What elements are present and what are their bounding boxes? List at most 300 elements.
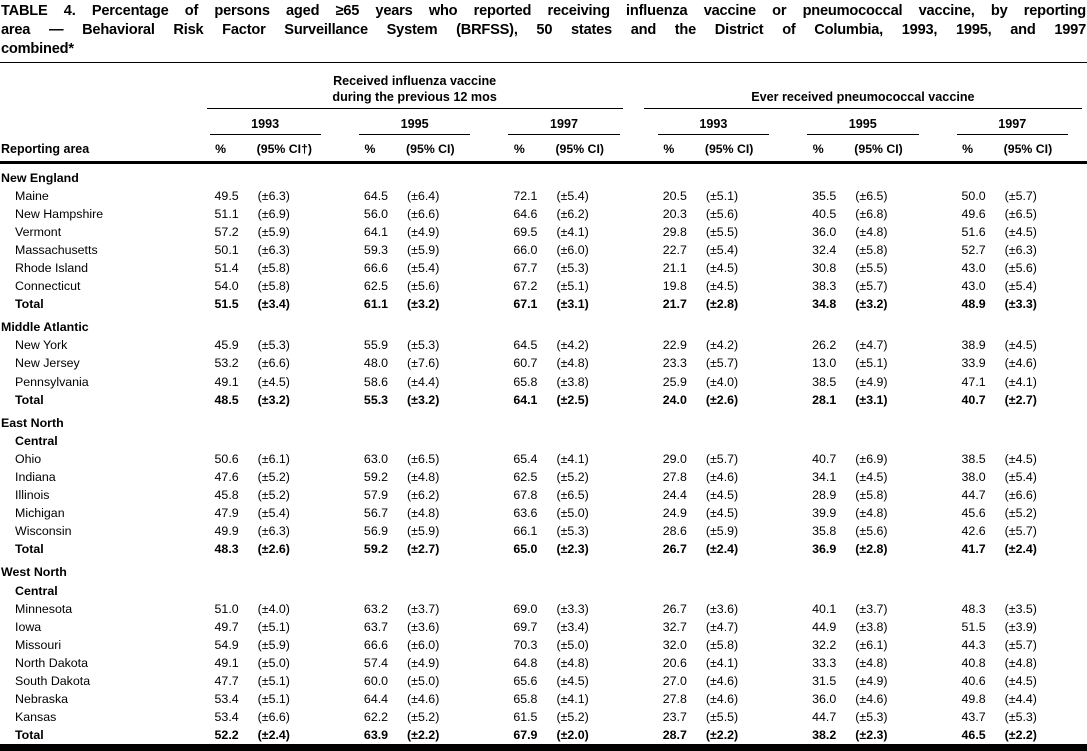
- ci-cell: (±2.6): [705, 392, 739, 407]
- ci-cell: (±6.9): [855, 451, 888, 466]
- percent-cell: 48.3: [214, 542, 239, 557]
- state-data-row: [0, 690, 1087, 708]
- percent-cell: 69.0: [513, 601, 538, 616]
- percent-cell: 23.7: [662, 710, 687, 725]
- percent-cell: 63.6: [513, 506, 538, 521]
- reporting-area-cell: Wisconsin: [15, 524, 72, 539]
- percent-cell: 33.9: [961, 356, 986, 371]
- ci-cell: (±4.6): [705, 470, 739, 484]
- ci-cell: (±4.6): [1004, 356, 1037, 371]
- ci-header: (95% CI): [848, 135, 937, 162]
- percent-cell: 27.8: [662, 470, 687, 484]
- table-header: [0, 63, 1087, 162]
- ci-cell: (±5.9): [407, 524, 440, 539]
- ci-cell: (±2.0): [556, 728, 589, 743]
- percent-cell: 64.8: [513, 655, 538, 670]
- ci-cell: (±4.5): [705, 506, 739, 521]
- ci-cell: (±2.6): [257, 542, 290, 557]
- ci-cell: (±4.8): [407, 470, 440, 484]
- percent-cell: 53.4: [214, 710, 239, 725]
- percent-cell: 32.7: [662, 619, 687, 634]
- ci-cell: (±3.8): [556, 374, 589, 389]
- percent-cell: 48.9: [961, 297, 986, 312]
- ci-cell: (±5.8): [855, 242, 888, 257]
- percent-cell: 44.9: [812, 619, 837, 634]
- percent-cell: 72.1: [513, 188, 538, 203]
- ci-cell: (±5.8): [705, 637, 739, 652]
- ci-cell: (±6.3): [257, 188, 290, 203]
- percent-header: %: [938, 135, 998, 162]
- ci-cell: (±5.1): [257, 692, 290, 707]
- ci-cell: (±2.7): [407, 542, 440, 557]
- percent-cell: 38.9: [961, 338, 986, 353]
- percent-cell: 47.9: [214, 506, 239, 521]
- reporting-area-cell: Massachusetts: [15, 242, 98, 257]
- percent-cell: 40.6: [961, 674, 986, 689]
- percent-cell: 42.6: [961, 524, 986, 539]
- year-header-cell: [788, 109, 937, 135]
- ci-cell: (±6.5): [407, 451, 440, 466]
- percent-cell: 48.0: [363, 356, 389, 371]
- ci-cell: (±5.6): [705, 206, 739, 221]
- percent-cell: 66.1: [513, 524, 538, 539]
- influenza-group-line2: during the previous 12 mos: [332, 90, 497, 104]
- ci-header: (95% CI†): [251, 135, 340, 162]
- ci-cell: (±3.9): [1004, 619, 1037, 634]
- year-label: 1995: [807, 117, 918, 135]
- reporting-area-cell: Missouri: [15, 637, 62, 652]
- reporting-area-cell: Connecticut: [15, 279, 81, 294]
- percent-cell: 34.1: [812, 470, 837, 484]
- percent-cell: 67.9: [513, 728, 538, 743]
- ci-cell: (±5.7): [705, 356, 739, 371]
- state-data-row: [0, 654, 1087, 672]
- ci-cell: (±3.1): [855, 392, 888, 407]
- percent-cell: 50.6: [214, 451, 239, 466]
- percent-cell: 52.2: [214, 728, 239, 743]
- ci-cell: (±4.8): [855, 655, 888, 670]
- ci-cell: (±5.6): [1004, 260, 1037, 275]
- percent-cell: 63.7: [363, 619, 389, 634]
- percent-cell: 55.3: [363, 392, 389, 407]
- ci-cell: (±4.1): [556, 224, 589, 239]
- ci-cell: (±2.7): [1004, 392, 1037, 407]
- state-data-row: [0, 672, 1087, 690]
- percent-cell: 26.2: [812, 338, 837, 353]
- reporting-area-label: Reporting area: [1, 141, 90, 156]
- ci-cell: (±5.3): [257, 338, 290, 353]
- percent-cell: 66.0: [513, 242, 538, 257]
- percent-cell: 63.9: [363, 728, 389, 743]
- percent-cell: 65.4: [513, 451, 538, 466]
- ci-cell: (±2.5): [556, 392, 589, 407]
- percent-cell: 20.3: [662, 206, 687, 221]
- percent-cell: 64.1: [363, 224, 389, 239]
- ci-cell: (±3.2): [257, 392, 290, 407]
- ci-cell: (±4.5): [1004, 338, 1037, 353]
- percent-cell: 27.8: [662, 692, 687, 707]
- section-name: East North: [1, 415, 64, 430]
- percent-cell: 62.5: [363, 279, 389, 294]
- ci-cell: (±3.7): [407, 601, 440, 616]
- ci-cell: (±5.9): [407, 242, 440, 257]
- ci-cell: (±5.3): [556, 524, 589, 539]
- ci-cell: (±5.8): [257, 279, 290, 294]
- section-header-row: [0, 432, 1087, 450]
- reporting-area-cell: Illinois: [15, 488, 50, 503]
- ci-cell: (±5.7): [1004, 188, 1037, 203]
- ci-cell: (±5.5): [705, 224, 739, 239]
- state-data-row: [0, 708, 1087, 726]
- reporting-area-cell: Maine: [15, 188, 49, 203]
- percent-cell: 65.0: [513, 542, 538, 557]
- reporting-area-cell: Pennsylvania: [15, 374, 89, 389]
- percent-cell: 30.8: [812, 260, 837, 275]
- percent-cell: 66.6: [363, 637, 389, 652]
- state-data-row: [0, 223, 1087, 241]
- reporting-area-cell: New Jersey: [15, 356, 80, 371]
- percent-cell: 51.4: [214, 260, 239, 275]
- ci-cell: (±5.7): [1004, 637, 1037, 652]
- percent-cell: 44.7: [812, 710, 837, 725]
- ci-cell: (±2.2): [705, 728, 739, 743]
- ci-cell: (±5.4): [705, 242, 739, 257]
- year-label: 1997: [957, 117, 1069, 135]
- ci-cell: (±4.8): [407, 506, 440, 521]
- percent-cell: 57.9: [363, 488, 389, 503]
- percent-cell: 55.9: [363, 338, 389, 353]
- percent-cell: 51.5: [961, 619, 986, 634]
- ci-cell: (±4.4): [1004, 692, 1037, 707]
- state-data-row: [0, 522, 1087, 540]
- ci-cell: (±4.5): [705, 260, 739, 275]
- percent-cell: 43.7: [961, 710, 986, 725]
- percent-cell: 64.6: [513, 206, 538, 221]
- percent-cell: 40.8: [961, 655, 986, 670]
- ci-cell: (±2.2): [1004, 728, 1037, 743]
- vaccination-table: [0, 63, 1087, 744]
- state-data-row: [0, 600, 1087, 618]
- ci-cell: (±4.9): [407, 224, 440, 239]
- percent-cell: 36.0: [812, 224, 837, 239]
- percent-cell: 54.0: [214, 279, 239, 294]
- reporting-area-header: [0, 63, 191, 162]
- percent-header: %: [191, 135, 251, 162]
- ci-cell: (±5.4): [257, 506, 290, 521]
- pneumococcal-group-label: Ever received pneumococcal vaccine: [751, 90, 975, 104]
- ci-cell: (±5.0): [556, 637, 589, 652]
- ci-cell: (±6.0): [407, 637, 440, 652]
- percent-header: %: [340, 135, 400, 162]
- percent-header: %: [788, 135, 848, 162]
- percent-cell: 50.0: [961, 188, 986, 203]
- percent-cell: 49.9: [214, 524, 239, 539]
- percent-cell: 50.1: [214, 242, 239, 257]
- section-name: Middle Atlantic: [1, 320, 89, 335]
- ci-cell: (±6.0): [556, 242, 589, 257]
- ci-cell: (±5.4): [1004, 470, 1037, 484]
- percent-cell: 52.7: [961, 242, 986, 257]
- percent-cell: 47.7: [214, 674, 239, 689]
- percent-cell: 47.1: [961, 374, 986, 389]
- reporting-area-cell: Michigan: [15, 506, 65, 521]
- percent-cell: 64.1: [513, 392, 538, 407]
- reporting-area-cell: Total: [15, 392, 44, 407]
- ci-cell: (±3.2): [407, 392, 440, 407]
- influenza-group-header: [191, 63, 639, 109]
- ci-cell: (±4.5): [556, 674, 589, 689]
- percent-cell: 59.2: [363, 470, 389, 484]
- percent-cell: 32.2: [812, 637, 837, 652]
- state-data-row: [0, 277, 1087, 295]
- ci-cell: (±5.6): [855, 524, 888, 539]
- percent-cell: 40.7: [812, 451, 837, 466]
- title-line-1: TABLE 4. Percentage of persons aged ≥65 years who reported receiving influenza vaccine or pneumococcal vaccine, by reporting: [1, 3, 1086, 19]
- percent-cell: 51.1: [214, 206, 239, 221]
- ci-cell: (±6.1): [855, 637, 888, 652]
- ci-cell: (±5.2): [1004, 506, 1037, 521]
- percent-cell: 64.5: [363, 188, 389, 203]
- ci-cell: (±4.8): [855, 224, 888, 239]
- ci-cell: (±5.2): [257, 488, 290, 503]
- ci-cell: (±3.4): [556, 619, 589, 634]
- percent-cell: 64.5: [513, 338, 538, 353]
- percent-cell: 58.6: [363, 374, 389, 389]
- ci-cell: (±5.2): [407, 710, 440, 725]
- ci-cell: (±4.9): [855, 374, 888, 389]
- percent-cell: 38.2: [812, 728, 837, 743]
- ci-cell: (±6.3): [1004, 242, 1037, 257]
- percent-cell: 38.5: [961, 451, 986, 466]
- percent-cell: 34.8: [812, 297, 837, 312]
- ci-cell: (±5.2): [556, 710, 589, 725]
- percent-cell: 45.9: [214, 338, 239, 353]
- state-data-row: [0, 259, 1087, 277]
- percent-cell: 60.0: [363, 674, 389, 689]
- ci-cell: (±2.8): [705, 297, 739, 312]
- reporting-area-cell: Total: [15, 297, 44, 312]
- ci-cell: (±2.4): [1004, 542, 1037, 557]
- reporting-area-cell: New Hampshire: [15, 206, 104, 221]
- ci-cell: (±4.5): [1004, 451, 1037, 466]
- percent-cell: 23.3: [662, 356, 687, 371]
- percent-cell: 57.4: [363, 655, 389, 670]
- reporting-area-cell: Minnesota: [15, 601, 73, 616]
- percent-cell: 13.0: [812, 356, 837, 371]
- percent-cell: 20.6: [662, 655, 687, 670]
- percent-cell: 67.1: [513, 297, 538, 312]
- percent-header: %: [639, 135, 699, 162]
- ci-cell: (±4.7): [705, 619, 739, 634]
- state-data-row: [0, 618, 1087, 636]
- total-row: [0, 726, 1087, 744]
- ci-cell: (±5.9): [257, 637, 290, 652]
- percent-cell: 28.1: [812, 392, 837, 407]
- percent-cell: 46.5: [961, 728, 986, 743]
- ci-cell: (±4.5): [705, 279, 739, 294]
- ci-cell: (±3.7): [855, 601, 888, 616]
- ci-cell: (±3.4): [257, 297, 290, 312]
- ci-cell: (±4.6): [705, 692, 739, 707]
- ci-cell: (±5.9): [705, 524, 739, 539]
- ci-cell: (±5.3): [855, 710, 888, 725]
- reporting-area-cell: Ohio: [15, 451, 42, 466]
- percent-cell: 43.0: [961, 279, 986, 294]
- vaccine-group-header-row: [0, 63, 1087, 109]
- percent-cell: 24.0: [662, 392, 687, 407]
- ci-cell: (±5.9): [257, 224, 290, 239]
- percent-cell: 33.3: [812, 655, 837, 670]
- percent-cell: 44.7: [961, 488, 986, 503]
- ci-cell: (±4.7): [855, 338, 888, 353]
- state-data-row: [0, 336, 1087, 354]
- total-row: [0, 391, 1087, 409]
- ci-cell: (±4.0): [705, 374, 739, 389]
- ci-cell: (±4.9): [855, 674, 888, 689]
- state-data-row: [0, 373, 1087, 391]
- percent-cell: 32.4: [812, 242, 837, 257]
- section-header-row: [0, 582, 1087, 600]
- title-line-3: combined*: [1, 41, 74, 57]
- percent-cell: 51.5: [214, 297, 239, 312]
- percent-cell: 39.9: [812, 506, 837, 521]
- percent-cell: 57.2: [214, 224, 239, 239]
- ci-header: (95% CI): [549, 135, 638, 162]
- ci-cell: (±4.4): [407, 374, 440, 389]
- percent-cell: 60.7: [513, 356, 538, 371]
- percent-cell: 67.8: [513, 488, 538, 503]
- percent-cell: 48.3: [961, 601, 986, 616]
- ci-cell: (±6.6): [407, 206, 440, 221]
- ci-cell: (±6.2): [407, 488, 440, 503]
- year-label: 1995: [359, 117, 470, 135]
- year-label: 1993: [210, 117, 321, 135]
- percent-cell: 69.5: [513, 224, 538, 239]
- state-data-row: [0, 354, 1087, 372]
- ci-cell: (±2.2): [407, 728, 440, 743]
- ci-cell: (±4.8): [556, 655, 589, 670]
- percent-cell: 48.5: [214, 392, 239, 407]
- ci-cell: (±4.6): [407, 692, 440, 707]
- percent-cell: 26.7: [662, 542, 687, 557]
- state-data-row: [0, 241, 1087, 259]
- year-label: 1993: [658, 117, 769, 135]
- ci-cell: (±4.5): [855, 470, 888, 484]
- ci-cell: (±4.0): [257, 601, 290, 616]
- percent-cell: 51.6: [961, 224, 986, 239]
- percent-cell: 21.7: [662, 297, 687, 312]
- percent-cell: 44.3: [961, 637, 986, 652]
- ci-cell: (±6.6): [1004, 488, 1037, 503]
- reporting-area-cell: New York: [15, 338, 68, 353]
- ci-cell: (±4.5): [257, 374, 290, 389]
- ci-cell: (±6.4): [407, 188, 440, 203]
- percent-cell: 21.1: [662, 260, 687, 275]
- ci-cell: (±5.3): [556, 260, 589, 275]
- reporting-area-cell: Total: [15, 728, 44, 743]
- ci-cell: (±4.2): [705, 338, 739, 353]
- ci-cell: (±3.6): [407, 619, 440, 634]
- ci-cell: (±4.1): [1004, 374, 1037, 389]
- percent-cell: 28.9: [812, 488, 837, 503]
- ci-cell: (±6.8): [855, 206, 888, 221]
- percent-cell: 38.0: [961, 470, 986, 484]
- reporting-area-cell: Indiana: [15, 470, 56, 484]
- ci-cell: (±5.0): [257, 655, 290, 670]
- section-name: Central: [15, 583, 58, 598]
- ci-cell: (±2.8): [855, 542, 888, 557]
- influenza-group-line1: Received influenza vaccine: [333, 74, 497, 88]
- title-line-2: area — Behavioral Risk Factor Surveillance System (BRFSS), 50 states and the District of Columbia, 1993, 1995, and 1997: [1, 22, 1086, 38]
- percent-cell: 36.0: [812, 692, 837, 707]
- reporting-area-cell: Rhode Island: [15, 260, 89, 275]
- year-header-cell: [489, 109, 638, 135]
- ci-cell: (±5.3): [407, 338, 440, 353]
- percent-cell: 25.9: [662, 374, 687, 389]
- ci-cell: (±5.1): [855, 356, 888, 371]
- ci-cell: (±4.1): [705, 655, 739, 670]
- percent-header: %: [489, 135, 549, 162]
- percent-cell: 49.1: [214, 374, 239, 389]
- state-data-row: [0, 504, 1087, 522]
- ci-cell: (±6.6): [257, 356, 290, 371]
- percent-cell: 36.9: [812, 542, 837, 557]
- ci-cell: (±5.5): [705, 710, 739, 725]
- table-bottom-rule: [0, 744, 1087, 751]
- ci-cell: (±5.4): [1004, 279, 1037, 294]
- ci-cell: (±4.1): [556, 451, 589, 466]
- percent-cell: 56.9: [363, 524, 389, 539]
- state-data-row: [0, 187, 1087, 205]
- percent-cell: 29.0: [662, 451, 687, 466]
- state-data-row: [0, 636, 1087, 654]
- ci-cell: (±5.7): [705, 451, 739, 466]
- section-name: West North: [1, 565, 67, 580]
- percent-cell: 59.2: [363, 542, 389, 557]
- ci-cell: (±6.1): [257, 451, 290, 466]
- percent-cell: 51.0: [214, 601, 239, 616]
- ci-cell: (±6.5): [556, 488, 589, 503]
- percent-cell: 38.3: [812, 279, 837, 294]
- percent-cell: 63.2: [363, 601, 389, 616]
- percent-cell: 45.8: [214, 488, 239, 503]
- section-name: Central: [15, 433, 58, 448]
- ci-cell: (±6.5): [1004, 206, 1037, 221]
- ci-cell: (±3.2): [855, 297, 888, 312]
- ci-header: (95% CI): [699, 135, 788, 162]
- state-data-row: [0, 486, 1087, 504]
- ci-cell: (±4.9): [407, 655, 440, 670]
- year-label: 1997: [508, 117, 619, 135]
- reporting-area-cell: Iowa: [15, 619, 42, 634]
- ci-cell: (±4.6): [705, 674, 739, 689]
- ci-cell: (±2.4): [257, 728, 290, 743]
- ci-cell: (±4.2): [556, 338, 589, 353]
- section-header-row: [0, 558, 1087, 581]
- ci-cell: (±3.5): [1004, 601, 1037, 616]
- year-header-cell: [191, 109, 340, 135]
- percent-cell: 49.7: [214, 619, 239, 634]
- percent-cell: 22.7: [662, 242, 687, 257]
- percent-cell: 31.5: [812, 674, 837, 689]
- percent-cell: 35.8: [812, 524, 837, 539]
- percent-cell: 54.9: [214, 637, 239, 652]
- percent-cell: 67.2: [513, 279, 538, 294]
- percent-cell: 20.5: [662, 188, 687, 203]
- ci-cell: (±4.6): [855, 692, 888, 707]
- ci-cell: (±5.7): [855, 279, 888, 294]
- ci-cell: (±3.1): [556, 297, 589, 312]
